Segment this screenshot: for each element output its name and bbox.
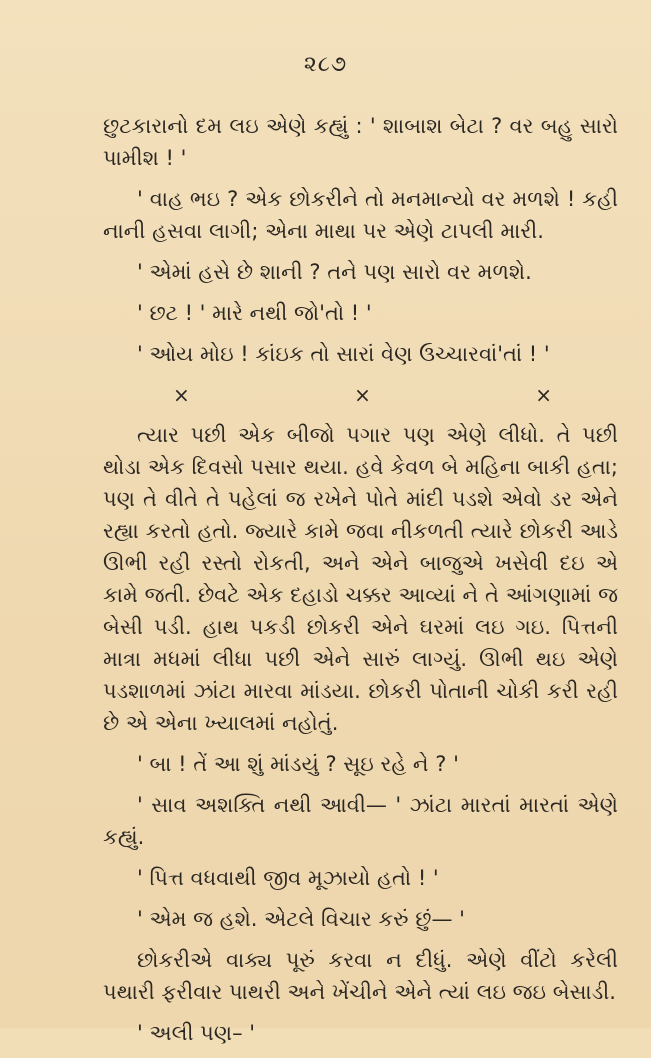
paragraph: ' ઓય મોઇ ! કાંઇક તો સારાં વેણ ઉચ્ચારવાં'તાં ! ': [137, 342, 550, 366]
paragraph: ત્યાર પછી એક બીજો પગાર પણ એણે લીધો. તે પછી થોડા એક દિવસો પસાર થયા. હવે કેવળ બે મહિના બાકી હતા; પણ તે વીતે તે પહેલાં જ રખેને પોતે માંદી પડશે એવો ડર એને રહ્યા કરતો હતો. જ્યારે કામે જવા નીકળતી ત્યારે છોકરી આડે ઊભી રહી રસ્તો રોકતી, અને એને બાજુએ ખસેવી દઇ એ કામે જતી. છેવટે એક દહાડો ચક્કર આવ્યાં ને તે આંગણામાં જ બેસી પડી. હાથ પકડી છોકરી એને ઘરમાં લઇ ગઇ. પિત્તની માત્રા મધમાં લીધા પછી એને સારું લાગ્યું. ઊભી થઇ એણે પડશાળમાં ઝાંટા મારવા માંડયા. છોકરી પોતાની ચોકી કરી રહી છે એ એના ખ્યાલમાં નહોતું.: [103, 423, 618, 735]
separator-mark: ×: [173, 383, 190, 407]
paragraph: છુટકારાનો દમ લઇ એણે કહ્યું : ' શાબાશ બેટા ? વર બહુ સારો પામીશ ! ': [103, 114, 618, 170]
paragraph: ' સાવ અશક્તિ નથી આવી— ' ઝાંટા મારતાં મારતાં એણે કહ્યું.: [103, 793, 618, 849]
separator-mark: ×: [354, 383, 371, 407]
paragraph: છોકરીએ વાક્ય પૂરું કરવા ન દીધું. એણે વીંટો કરેલી પથારી ફરીવાર પાથરી અને ખેંચીને એને ત્યાં લઇ જઇ બેસાડી.: [103, 948, 618, 1004]
paragraph: ' છટ ! ' મારે નથી જો'તો ! ': [137, 301, 372, 325]
separator-mark: ×: [535, 383, 552, 407]
body-text: [103, 110, 618, 1058]
section-separator: [103, 379, 618, 411]
paragraph: ' બા ! તેં આ શું માંડયું ? સૂઇ રહે ને ? ': [137, 752, 459, 776]
paragraph: ' વાહ ભઇ ? એક છોકરીને તો મનમાન્યો વર મળશે ! કહી નાની હસવા લાગી; એના માથા પર એણે ટાપલી મારી.: [103, 187, 618, 243]
paragraph: ' અલી પણ– ': [137, 1021, 256, 1045]
paragraph: ' એમ જ હશે. એટલે વિચાર કરું છું— ': [137, 907, 465, 931]
paragraph: ' એમાં હસે છે શાની ? તને પણ સારો વર મળશે.: [137, 260, 532, 284]
paragraph: ' પિત્ત વધવાથી જીવ મૂઝાયો હતો ! ': [137, 866, 439, 890]
page-number: ૨૮૭: [303, 52, 348, 77]
